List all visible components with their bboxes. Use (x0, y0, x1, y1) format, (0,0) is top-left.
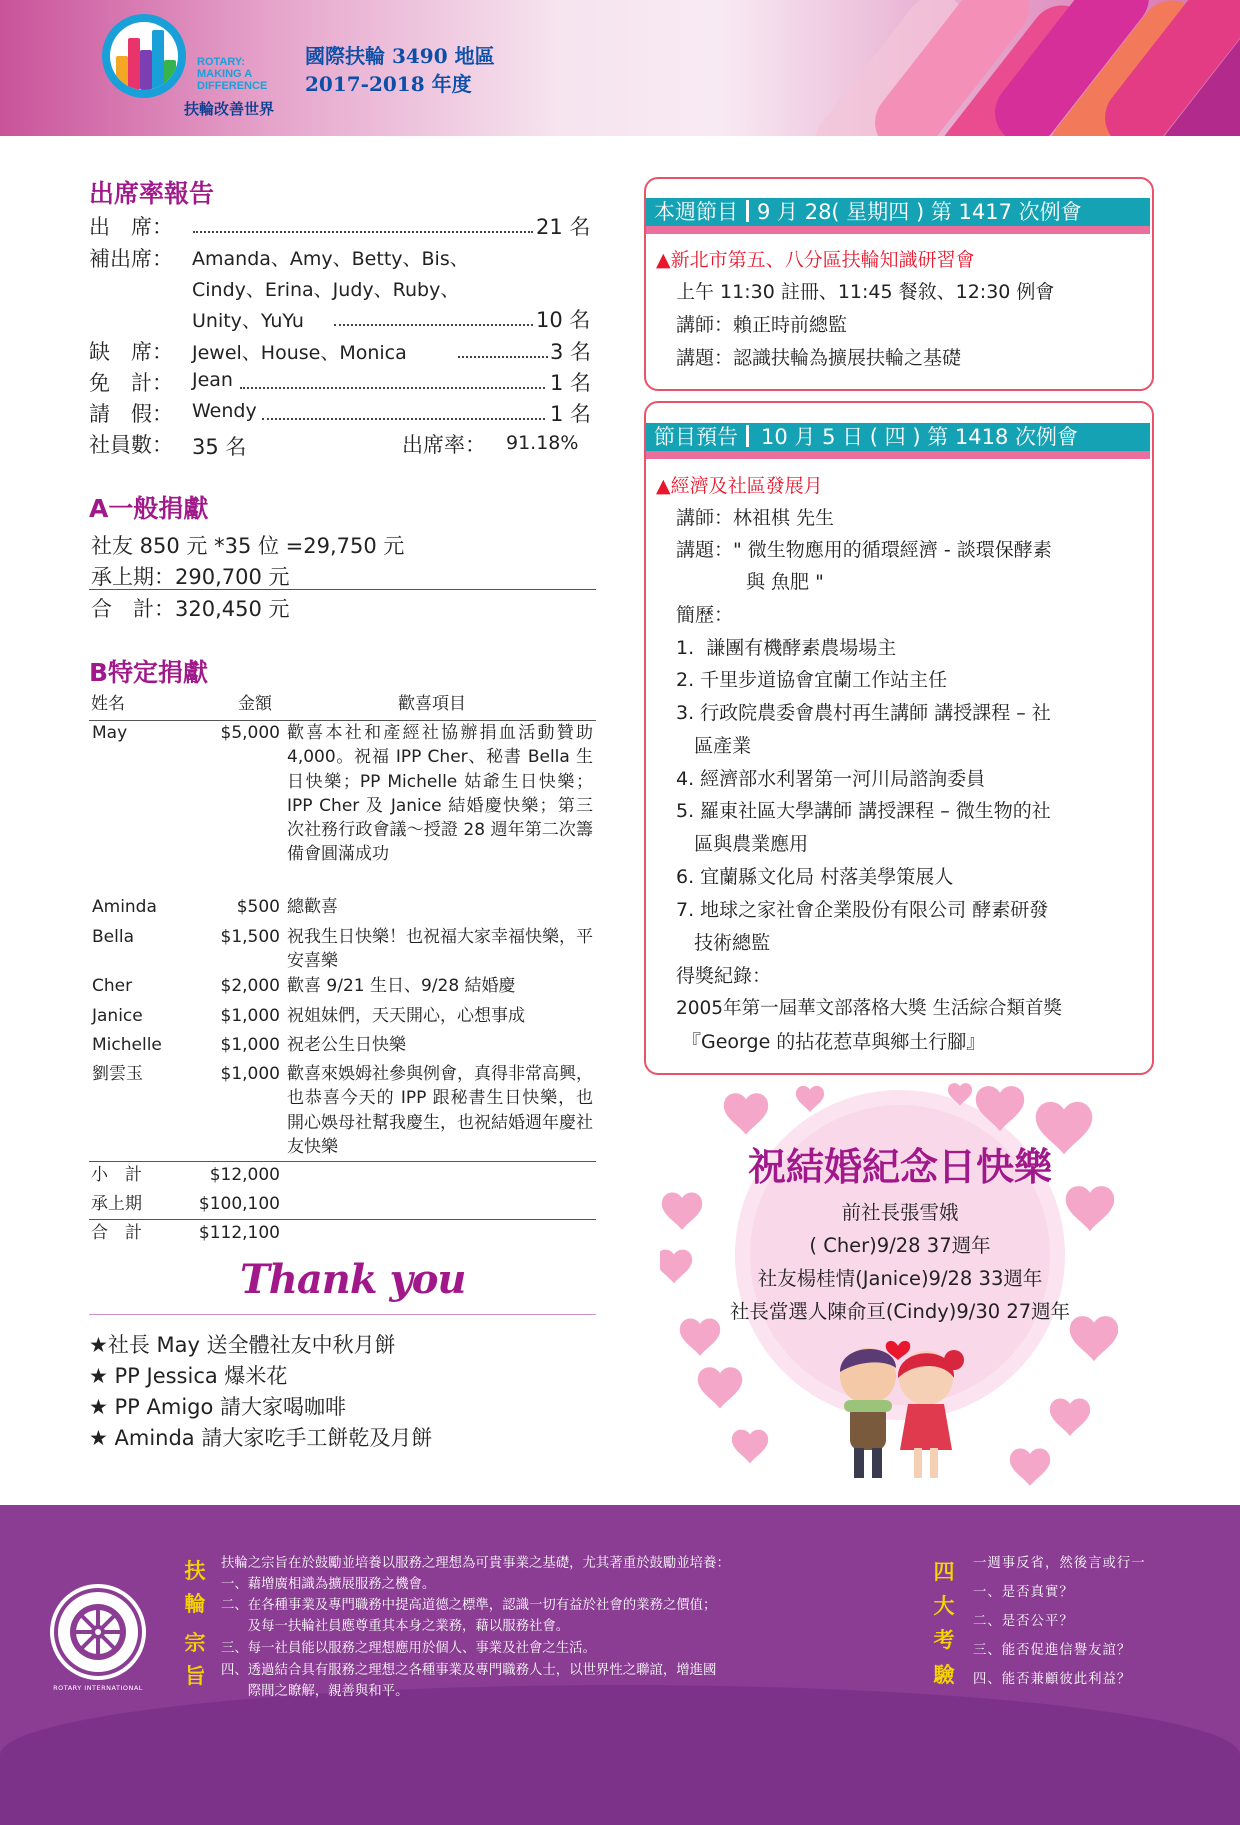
this-week-line: 講師：賴正時前總監 (676, 314, 848, 336)
motto-line: 一、藉增廣相識為擴展服務之機會。 (221, 1577, 436, 1592)
preview-speaker: 講師：林祖棋 先生 (676, 507, 835, 529)
test-line: 二、是否公平？ (973, 1614, 1074, 1629)
test-line: 一週事反省，然後言或行一 (973, 1556, 1146, 1571)
subtotal-amount: $12,000 (209, 1165, 280, 1185)
test-char: 驗 (933, 1663, 955, 1687)
donation-a-title: A一般捐獻 (89, 494, 209, 523)
this-week-title: ▲新北市第五、八分區扶輪知識研習會 (656, 249, 975, 271)
donor-amount: $1,000 (220, 1006, 280, 1026)
district-title: 國際扶輪 3490 地區 2017-2018 年度 (305, 44, 495, 96)
total-amount: $112,100 (198, 1223, 280, 1243)
test-line: 四、能否兼顧彼此利益？ (973, 1672, 1132, 1687)
bio-item: 技術總監 (676, 932, 771, 954)
donor-amount: $1,000 (220, 1035, 280, 1055)
anniversary-line: 社友楊桂情(Janice)9/28 33週年 (757, 1267, 1043, 1290)
preview-tag: 節目預告 (654, 425, 738, 449)
anniversary-title: 祝結婚紀念日快樂 (747, 1145, 1052, 1189)
exempt-count: 1 名 (550, 371, 592, 395)
bio-item: 3. 行政院農委會農村再生講師 講授課程 – 社 (676, 702, 1051, 724)
badge-text: ROTARY INTERNATIONAL (53, 1684, 143, 1692)
motto-line: 及每一扶輪社員應尊重其本身之業務，藉以服務社會。 (221, 1619, 570, 1634)
award-item: 2005年第一屆華文部落格大獎 生活綜合類首獎 (676, 998, 1062, 1019)
test-line: 一、是否真實？ (973, 1585, 1074, 1600)
donation-b-title: B特定捐獻 (89, 658, 209, 687)
donor-amount: $1,500 (220, 927, 280, 947)
donor-desc: 總歡喜 (287, 897, 338, 917)
bio-item: 1. 謙團有機酵素農場場主 (676, 637, 897, 659)
total-label: 合 計 (91, 1223, 142, 1243)
present-count: 21 名 (536, 215, 591, 239)
donation-a-line: 承上期：290,700 元 (91, 565, 290, 589)
thanks-item: ★社長 May 送全體社友中秋月餅 (89, 1333, 396, 1357)
prev-label: 承上期 (91, 1194, 142, 1214)
preview-topic: 講題：" 微生物應用的循環經濟 - 談環保酵素 (676, 539, 1052, 561)
donor-desc: 歡喜 9/21 生日、9/28 結婚慶 (287, 976, 516, 996)
bio-item: 6. 宜蘭縣文化局 村落美學策展人 (676, 866, 954, 888)
bio-item: 區與農業應用 (676, 833, 809, 855)
this-week-bar (646, 198, 1150, 226)
donor-desc: 祝老公生日快樂 (287, 1035, 406, 1055)
makeup-names: Unity、YuYu (192, 310, 304, 332)
exempt-label: 免 計： (89, 371, 173, 395)
donation-a-total: 合 計：320,450 元 (91, 597, 290, 621)
members-label: 社員數： (89, 433, 173, 457)
preview-bar (646, 423, 1150, 451)
donor-desc: 祝姐妹們，天天開心，心想事成 (287, 1006, 525, 1026)
test-char: 考 (933, 1628, 955, 1652)
this-week-line: 講題：認識扶輪為擴展扶輪之基礎 (676, 347, 962, 369)
donor-desc: 歡喜來娛姆社參與例會，真得非常高興，也恭喜今天的 IPP 跟秘書生日快樂，也開心娛母社幫我慶生，也祝結婚週年慶社友快樂 (287, 1064, 593, 1157)
logo-slogan-zh: 扶輪改善世界 (184, 100, 275, 118)
this-week-tag: 本週節目 (654, 200, 738, 224)
anniversary-line: 前社長張雪娥 (841, 1201, 959, 1224)
donor-amount: $5,000 (220, 723, 280, 743)
leave-label: 請 假： (89, 402, 173, 426)
motto-line: 二、在各種事業及專門職務中提高道德之標準，認識一切有益於社會的業務之價值； (221, 1598, 717, 1613)
bio-item: 5. 羅東社區大學講師 講授課程 – 微生物的社 (676, 800, 1051, 822)
logo-slogan: ROTARY: MAKING A DIFFERENCE (197, 56, 268, 92)
absent-count: 3 名 (550, 340, 592, 364)
col-header-item: 歡喜項目 (398, 694, 466, 714)
rotary-wheel-icon (48, 1582, 148, 1682)
exempt-names: Jean (192, 369, 233, 391)
donor-name: May (92, 723, 128, 743)
donor-amount: $1,000 (220, 1064, 280, 1084)
anniversary-line: ( Cher)9/28 37週年 (809, 1234, 991, 1257)
test-char: 四 (933, 1560, 955, 1584)
anniversary-list (660, 1196, 1140, 1328)
test-char: 大 (933, 1594, 955, 1618)
col-header-name: 姓名 (91, 694, 125, 714)
members-count: 35 名 (192, 435, 247, 459)
donor-name: Bella (92, 927, 134, 947)
bio-label: 簡歷： (676, 604, 734, 626)
leave-count: 1 名 (550, 402, 592, 426)
this-week-line: 上午 11:30 註冊、11:45 餐敘、12:30 例會 (676, 281, 1055, 303)
donor-desc: 祝我生日快樂！也祝福大家幸福快樂，平安喜樂 (287, 927, 593, 972)
motto-char: 旨 (184, 1664, 206, 1688)
donor-amount: $500 (236, 897, 280, 917)
col-header-amount: 金額 (238, 694, 272, 714)
rate-label: 出席率： (402, 433, 486, 457)
bio-item: 4. 經濟部水利署第一河川局諮詢委員 (676, 768, 986, 790)
absent-names: Jewel、House、Monica (192, 342, 407, 364)
donor-desc: 歡喜本社和產經社協辦捐血活動贊助 4,000。祝福 IPP Cher、秘書 Bella 生日快樂；PP Michelle 姑爺生日快樂；IPP Cher 及 Janice 結婚慶快樂；第三次社務行政會議～授證 28 週年第二次籌備會圓滿成功 (287, 723, 593, 865)
leave-names: Wendy (192, 400, 257, 422)
absent-label: 缺 席： (89, 340, 173, 364)
donation-a-line: 社友 850 元 *35 位 =29,750 元 (91, 534, 405, 558)
this-week-heading: 9 月 28( 星期四 ) 第 1417 次例會 (757, 200, 1082, 224)
couple-illustration (820, 1338, 980, 1488)
motto-line: 三、每一社員能以服務之理想應用於個人、事業及社會之生活。 (221, 1641, 596, 1656)
makeup-label: 補出席： (89, 247, 173, 271)
donor-amount: $2,000 (220, 976, 280, 996)
thanks-item: ★ Aminda 請大家吃手工餅乾及月餅 (89, 1426, 433, 1450)
bio-item: 區產業 (676, 735, 752, 757)
motto-line: 四、透過結合具有服務之理想之各種事業及專門職務人士，以世界性之聯誼，增進國 (221, 1663, 717, 1678)
thank-you-script: Thank you (240, 1256, 466, 1303)
donor-name: Michelle (92, 1035, 162, 1055)
subtotal-label: 小 計 (91, 1165, 142, 1185)
prev-amount: $100,100 (198, 1194, 280, 1214)
motto-char: 輪 (184, 1592, 206, 1616)
makeup-count: 10 名 (536, 308, 591, 332)
donor-name: Janice (92, 1006, 143, 1026)
attendance-title: 出席率報告 (89, 179, 215, 208)
donor-name: 劉雲玉 (92, 1064, 143, 1084)
anniversary-line: 社長當選人陳俞亘(Cindy)9/30 27週年 (729, 1300, 1071, 1323)
motto-char: 扶 (184, 1559, 206, 1583)
logo-bars (110, 22, 178, 90)
preview-topic-cont: 與 魚肥 " (746, 571, 824, 593)
bio-item: 2. 千里步道協會宜蘭工作站主任 (676, 669, 948, 691)
award-label: 得獎紀錄： (676, 965, 772, 987)
motto-line: 際間之瞭解，親善與和平。 (221, 1684, 409, 1699)
motto-char: 宗 (184, 1631, 206, 1655)
present-label: 出 席： (89, 215, 173, 239)
makeup-names: Cindy、Erina、Judy、Ruby、 (192, 279, 460, 301)
award-item: 『George 的拈花惹草與鄉土行腳』 (682, 1031, 986, 1053)
motto-line: 扶輪之宗旨在於鼓勵並培養以服務之理想為可貴事業之基礎，尤其著重於鼓勵並培養： (221, 1556, 730, 1571)
test-line: 三、能否促進信譽友誼？ (973, 1643, 1132, 1658)
donor-name: Aminda (92, 897, 157, 917)
preview-heading: 10 月 5 日 ( 四 ) 第 1418 次例會 (761, 425, 1078, 449)
preview-title: ▲經濟及社區發展月 (656, 475, 823, 497)
bio-item: 7. 地球之家社會企業股份有限公司 酵素研發 (676, 899, 1049, 921)
attendance-rate: 91.18% (506, 432, 579, 454)
donor-name: Cher (92, 976, 133, 996)
thanks-item: ★ PP Jessica 爆米花 (89, 1364, 288, 1388)
thanks-item: ★ PP Amigo 請大家喝咖啡 (89, 1395, 347, 1419)
makeup-names: Amanda、Amy、Betty、Bis、 (192, 248, 469, 270)
